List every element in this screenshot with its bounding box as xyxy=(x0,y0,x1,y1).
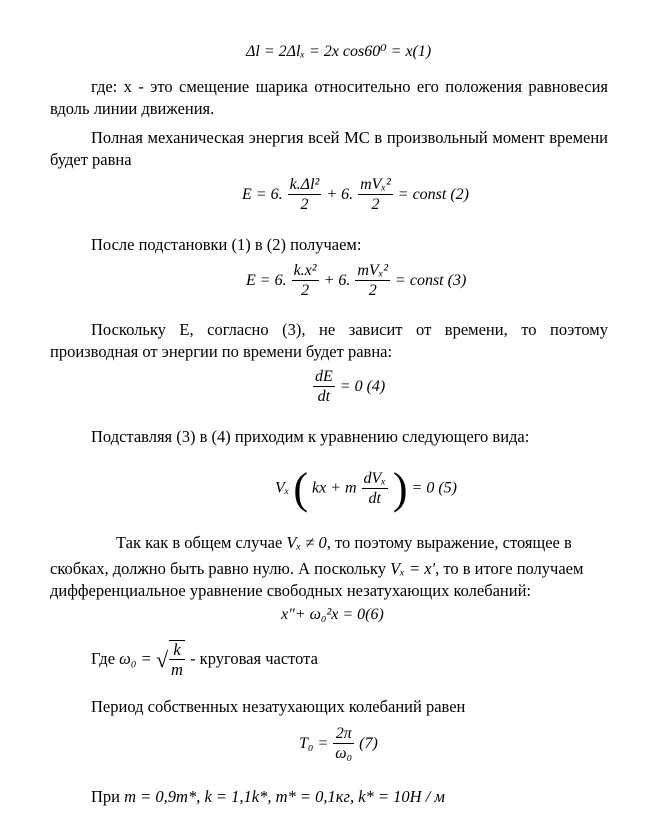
equation-4-rhs: = 0 (4) xyxy=(339,378,386,396)
equation-5-left-paren: ( xyxy=(293,464,308,513)
equation-1-text: Δl = 2Δlₓ = 2x cos60⁰ = x(1) xyxy=(246,43,432,60)
equation-4-denominator: dt xyxy=(313,386,335,407)
equation-1 xyxy=(246,41,431,61)
equation-5-rhs: = 0 (5) xyxy=(411,479,457,497)
equation-7-rhs: (7) xyxy=(359,735,378,753)
equation-7-fraction xyxy=(333,725,354,764)
equation-3-fraction-2-denominator: 2 xyxy=(355,280,390,301)
equation-7 xyxy=(299,725,378,764)
equation-5-fraction xyxy=(362,470,388,509)
equation-4 xyxy=(312,368,385,407)
paragraph-6-line-3: дифференциальное уравнение свободных незатухающих колебаний: xyxy=(50,581,532,600)
equation-5-denominator: dt xyxy=(362,488,388,509)
equation-2-lhs: E = 6. xyxy=(242,186,283,204)
paragraph-6-line-2 xyxy=(50,558,583,580)
paragraph-8: Период собственных незатухающих колебаний равен xyxy=(91,697,466,716)
equation-2-fraction-1-denominator: 2 xyxy=(288,194,322,215)
equation-2 xyxy=(242,176,469,215)
paragraph-7 xyxy=(91,640,318,680)
paragraph-6-line-1-text-a: Так как в общем случае xyxy=(116,533,283,552)
equation-6 xyxy=(281,606,384,624)
paragraph-6-line-1-text-b: , то поэтому выражение, стоящее в xyxy=(326,533,572,552)
equation-4-fraction xyxy=(313,368,335,407)
equation-3-fraction-2 xyxy=(355,262,390,301)
equation-5-inner: kx + m xyxy=(311,479,357,497)
paragraph-5: Подставляя (3) в (4) приходим к уравнению следующего вида: xyxy=(91,427,530,446)
paragraph-7-numerator: k xyxy=(173,640,181,659)
paragraph-4-line-2: производная от энергии по времени будет равна: xyxy=(50,342,393,361)
equation-2-fraction-1 xyxy=(288,176,322,215)
equation-4-numerator: dE xyxy=(315,368,333,385)
equation-3 xyxy=(246,262,466,301)
equation-2-fraction-2-denominator: 2 xyxy=(358,194,393,215)
paragraph-6-line-2-equation: Vₓ = x' xyxy=(390,559,436,578)
equation-7-denominator: ω₀ xyxy=(335,745,353,762)
equation-5-lead: Vₓ xyxy=(275,479,290,497)
equation-3-rhs: = const (3) xyxy=(395,272,467,290)
equation-3-fraction-2-numerator: mVₓ² xyxy=(357,262,389,279)
paragraph-4-line-1: Поскольку Е, согласно (3), не зависит от времени, то поэтому xyxy=(91,320,608,339)
paragraph-7-equation-lhs: ω₀ = xyxy=(119,648,152,668)
paragraph-6-line-2-text-b: , то в итоге получаем xyxy=(435,559,584,578)
paragraph-9-lead: При xyxy=(91,787,120,806)
paragraph-1-line-2: вдоль линии движения. xyxy=(50,99,215,118)
paragraph-2-line-1: Полная механическая энергия всей МС в произвольный момент времени xyxy=(91,128,608,147)
equation-3-fraction-1 xyxy=(292,262,319,301)
sqrt-sign: √ xyxy=(155,647,169,672)
equation-5-numerator: dVₓ xyxy=(363,469,386,487)
paragraph-7-fraction xyxy=(169,640,185,680)
equation-3-fraction-1-numerator: k.x² xyxy=(293,262,317,279)
equation-2-fraction-2-numerator: mVₓ² xyxy=(360,176,391,193)
paragraph-2-line-2: будет равна xyxy=(50,150,132,169)
paragraph-7-tail: - круговая частота xyxy=(190,648,318,668)
equation-7-lhs: T₀ = xyxy=(299,735,329,753)
paragraph-3: После подстановки (1) в (2) получаем: xyxy=(91,235,362,254)
equation-7-numerator: 2π xyxy=(335,725,352,742)
equation-3-plus: + 6. xyxy=(323,272,351,290)
paragraph-7-lead: Где xyxy=(91,648,116,668)
equation-3-lhs: E = 6. xyxy=(246,272,287,290)
paragraph-9 xyxy=(91,786,445,808)
equation-5-right-paren: ) xyxy=(392,464,408,513)
equation-2-rhs: = const (2) xyxy=(397,186,470,204)
paragraph-1-line-1: где: x - это смещение шарика относительно его положения равновесия xyxy=(91,77,608,96)
paragraph-6-line-2-text-a: скобках, должно быть равно нулю. А поскольку xyxy=(50,559,386,578)
equation-3-fraction-1-denominator: 2 xyxy=(292,280,319,301)
paragraph-7-denominator: m xyxy=(171,660,183,679)
paragraph-9-expression: m = 0,9m*, k = 1,1k*, m* = 0,1кг, k* = 10Н / м xyxy=(124,787,445,806)
equation-2-fraction-1-numerator: k.Δl² xyxy=(289,176,320,193)
equation-5 xyxy=(275,464,457,513)
equation-2-fraction-2 xyxy=(358,176,393,215)
equation-6-text: x"+ ω₀²x = 0(6) xyxy=(281,606,384,623)
paragraph-6-line-1-equation: Vₓ ≠ 0 xyxy=(286,533,327,552)
equation-2-plus: + 6. xyxy=(326,186,354,204)
paragraph-6-line-1 xyxy=(116,532,572,554)
